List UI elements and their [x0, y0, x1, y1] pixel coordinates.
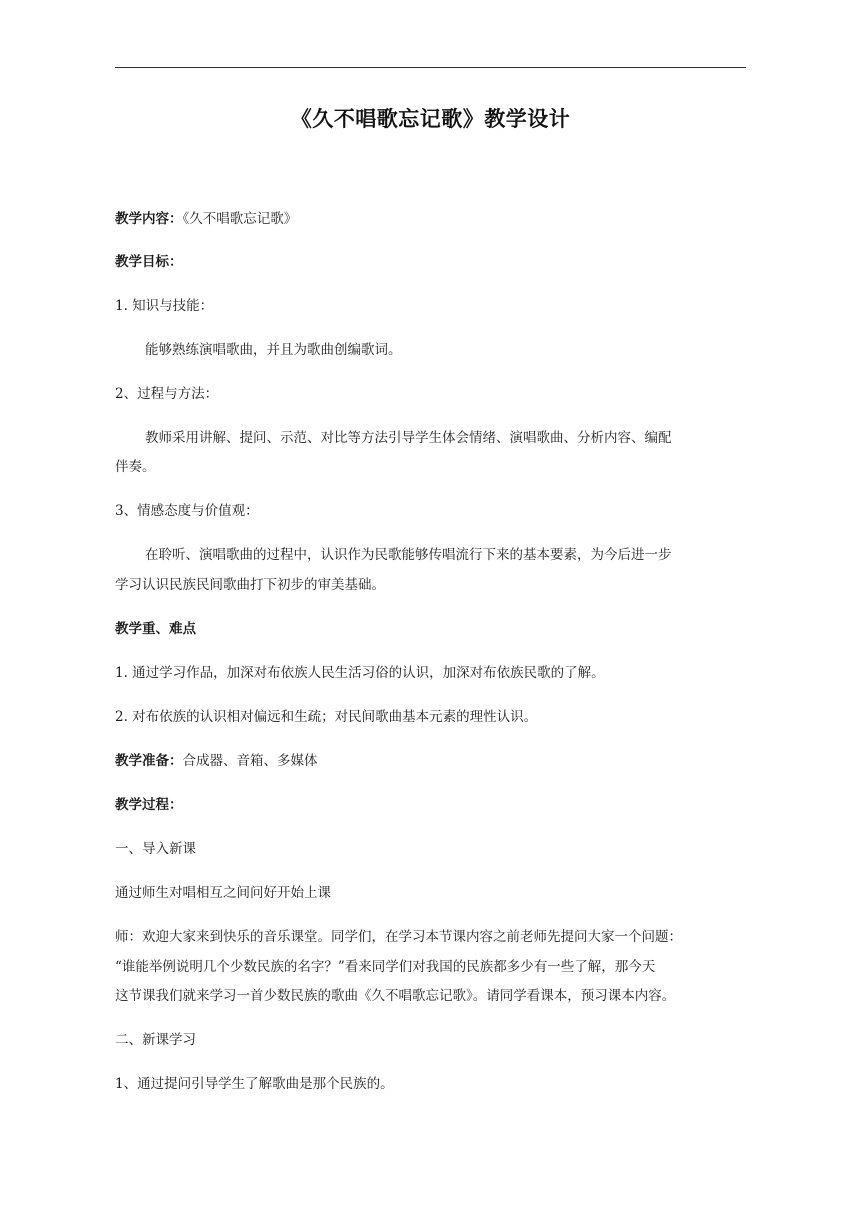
key-points-heading-text: 教学重、难点	[115, 621, 196, 637]
section2-heading: 二、新课学习	[115, 1032, 196, 1048]
emotion-heading: 3、情感态度与价值观：	[115, 503, 259, 519]
procedure-heading	[115, 795, 755, 815]
teaching-content-line	[115, 209, 755, 229]
objectives-heading	[115, 252, 755, 272]
teaching-content-value: 《久不唱歌忘记歌》	[182, 211, 298, 227]
emotion-text-line2: 学习认识民族民间歌曲打下初步的审美基础。	[115, 577, 385, 593]
process-text-line2: 伴奏。	[115, 459, 156, 475]
section2-item-1: 1、通过提问引导学生了解歌曲是那个民族的。	[115, 1076, 394, 1092]
knowledge-text: 能够熟练演唱歌曲，并且为歌曲创编歌词。	[145, 342, 402, 358]
preparation-label: 教学准备：	[115, 753, 183, 769]
knowledge-heading: 1. 知识与技能：	[115, 298, 214, 314]
preparation-line	[115, 751, 755, 771]
key-points-heading	[115, 619, 755, 639]
procedure-heading-text: 教学过程：	[115, 797, 183, 813]
section1-para2-line1: 师：欢迎大家来到快乐的音乐课堂。同学们，在学习本节课内容之前老师先提问大家一个问题：	[115, 929, 682, 945]
section1-para1: 通过师生对唱相互之间问好开始上课	[115, 885, 331, 901]
document-title: 《久不唱歌忘记歌》教学设计	[290, 107, 571, 131]
section1-para2-line2: “谁能举例说明几个少数民族的名字？”看来同学们对我国的民族都多少有一些了解，那今天	[115, 959, 656, 975]
header-rule	[115, 67, 746, 68]
objectives-heading-text: 教学目标：	[115, 254, 183, 270]
key-point-item-2: 2. 对布依族的认识相对偏远和生疏；对民间歌曲基本元素的理性认识。	[115, 709, 538, 725]
process-heading: 2、过程与方法：	[115, 386, 219, 402]
preparation-value: 合成器、音箱、多媒体	[182, 753, 318, 769]
section1-heading: 一、导入新课	[115, 841, 196, 857]
teaching-content-label: 教学内容：	[115, 211, 183, 227]
key-point-item-1: 1. 通过学习作品，加深对布依族人民生活习俗的认识，加深对布依族民歌的了解。	[115, 665, 605, 681]
emotion-text-line1: 在聆听、演唱歌曲的过程中，认识作为民歌能够传唱流行下来的基本要素，为今后进一步	[145, 547, 672, 563]
section1-para2-line3: 这节课我们就来学习一首少数民族的歌曲《久不唱歌忘记歌》。请同学看课本，预习课本内容。	[115, 988, 676, 1004]
process-text-line1: 教师采用讲解、提问、示范、对比等方法引导学生体会情绪、演唱歌曲、分析内容、编配	[145, 430, 672, 446]
